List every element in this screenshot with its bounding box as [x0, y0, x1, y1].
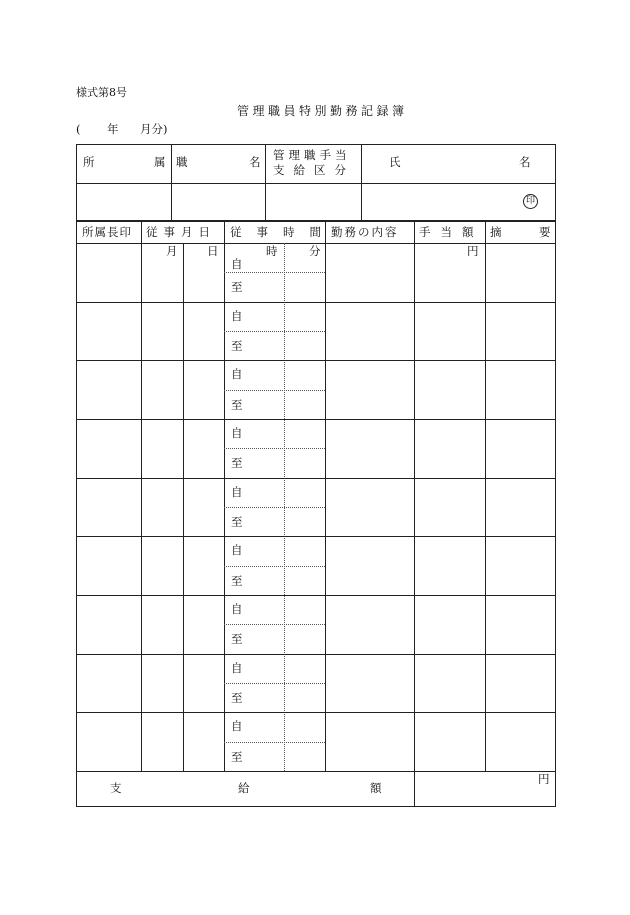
col-chief-seal: 所属長印 [82, 225, 132, 239]
col-work-time: 従事時間 [230, 225, 336, 239]
time-from-label: 自 [231, 601, 243, 616]
form-number: 様式第8号 [76, 86, 127, 99]
time-to-label: 至 [231, 573, 243, 588]
name-label-2: 名 [519, 155, 531, 169]
affiliation-label-2: 属 [154, 155, 166, 169]
time-from-label: 自 [231, 543, 243, 558]
allowance-label-line2: 支給区分 [273, 163, 355, 177]
time-from-label: 自 [231, 367, 243, 382]
unit-yen: 円 [467, 244, 479, 258]
seal-mark-icon: 印 [523, 194, 538, 209]
time-to-label: 至 [231, 280, 243, 295]
period-open: ( [76, 122, 81, 136]
affiliation-label-1: 所 [83, 155, 95, 169]
period-year: 年 [107, 122, 119, 136]
time-from-label: 自 [231, 308, 243, 323]
post-label-2: 名 [249, 155, 261, 169]
col-remarks-1: 摘 [490, 225, 502, 239]
form-title: 管理職員特別勤務記録簿 [237, 104, 408, 118]
unit-day: 日 [207, 244, 219, 258]
post-label-1: 職 [176, 155, 188, 169]
time-to-label: 至 [231, 338, 243, 353]
total-label-2: 給 [238, 781, 250, 795]
time-from-label: 自 [231, 484, 243, 499]
time-from-label: 自 [231, 660, 243, 675]
time-to-label: 至 [231, 456, 243, 471]
unit-hour: 時 [266, 244, 278, 258]
time-to-label: 至 [231, 749, 243, 764]
col-amount: 手当額 [419, 225, 484, 239]
name-label-1: 氏 [389, 155, 401, 169]
col-remarks-2: 要 [539, 225, 551, 239]
time-to-label: 至 [231, 690, 243, 705]
time-from-label: 自 [231, 719, 243, 734]
total-label-3: 額 [370, 781, 382, 795]
time-to-label: 至 [231, 514, 243, 529]
unit-minute: 分 [309, 244, 321, 258]
allowance-label-line1: 管理職手当 [273, 148, 351, 162]
col-content: 勤務の内容 [331, 225, 399, 239]
total-unit-yen: 円 [538, 772, 550, 786]
time-from-label: 自 [231, 425, 243, 440]
period-month: 月分) [140, 122, 168, 136]
time-to-label: 至 [231, 632, 243, 647]
time-to-label: 至 [231, 397, 243, 412]
total-label-1: 支 [110, 781, 122, 795]
col-work-date: 従事月日 [146, 225, 216, 239]
unit-month: 月 [166, 244, 178, 258]
time-from-label: 自 [231, 257, 243, 271]
